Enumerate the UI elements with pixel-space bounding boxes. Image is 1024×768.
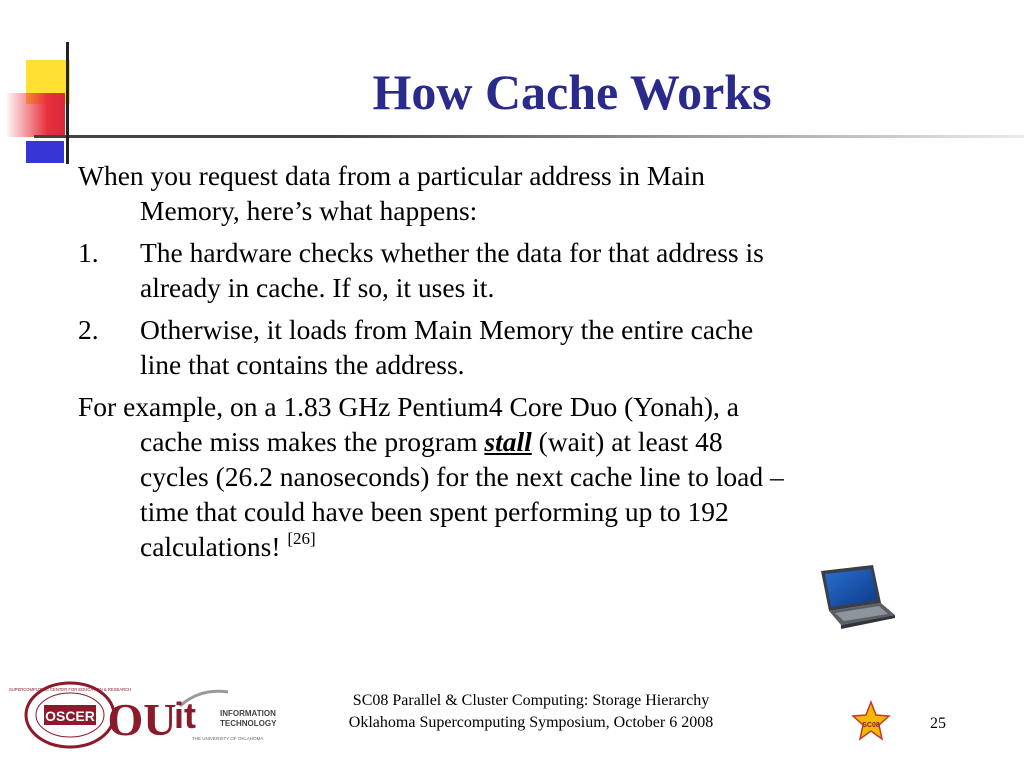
- stall-emphasis: stall: [484, 426, 532, 457]
- it-logo-line: INFORMATION: [220, 709, 276, 718]
- it-logo-line: THE UNIVERSITY OF OKLAHOMA: [192, 736, 264, 741]
- example-line: For example, on a 1.83 GHz Pentium4 Core Duo (Yonah), a: [78, 391, 739, 422]
- oscer-logo-text: OSCER: [45, 708, 95, 724]
- decor-title-rule: [34, 135, 334, 138]
- list-text-line: The hardware checks whether the data for that address is: [140, 237, 764, 268]
- example-line: (wait) at least 48: [531, 426, 723, 457]
- slide-title: How Cache Works: [372, 64, 772, 120]
- oscer-ring-text: SUPERCOMPUTING CENTER FOR EDUCATION & RESEARCH: [8, 687, 132, 692]
- ou-logo-text: OU: [107, 694, 177, 745]
- laptop-icon: [815, 563, 897, 631]
- intro-paragraph: [78, 158, 958, 228]
- sc08-star-text: SC08: [862, 722, 880, 729]
- footer-line-2: Oklahoma Supercomputing Symposium, October 6 2008: [348, 714, 714, 731]
- list-text: [140, 235, 958, 305]
- example-paragraph: [78, 389, 958, 564]
- reference-marker: [26]: [287, 529, 316, 548]
- decor-red-square: [7, 93, 65, 137]
- list-text: [140, 312, 958, 382]
- footer-line-1: SC08 Parallel & Cluster Computing: Storage Hierarchy: [352, 692, 710, 709]
- oscer-logo: [8, 681, 132, 749]
- decor-blue-square: [26, 141, 64, 163]
- list-item: [78, 312, 958, 382]
- list-number: 1.: [78, 237, 99, 268]
- decor-title-rule-fade: [334, 135, 1024, 138]
- example-line: cycles (26.2 nanoseconds) for the next cache line to load –: [140, 461, 784, 492]
- intro-line-2: Memory, here’s what happens:: [140, 195, 478, 226]
- it-logo-line: TECHNOLOGY: [220, 719, 277, 728]
- list-number: 2.: [78, 314, 99, 345]
- list-text-line: Otherwise, it loads from Main Memory the entire cache: [140, 314, 754, 345]
- example-line: cache miss makes the program: [140, 426, 485, 457]
- page-number: 25: [930, 715, 946, 732]
- sc08-star-logo: [852, 700, 890, 742]
- it-logo-text: it: [174, 695, 196, 736]
- decor-vertical-rule: [66, 42, 69, 164]
- slide-body: [78, 158, 958, 571]
- list-item: [78, 235, 958, 305]
- it-logo: [170, 686, 288, 744]
- example-line: calculations!: [140, 531, 288, 562]
- list-text-line: already in cache. If so, it uses it.: [140, 272, 495, 303]
- list-text-line: line that contains the address.: [140, 349, 465, 380]
- footer-text: [296, 690, 766, 734]
- ou-logo: [107, 683, 177, 747]
- intro-line-1: When you request data from a particular address in Main: [78, 160, 705, 191]
- example-line: time that could have been spent performing up to 192: [140, 496, 729, 527]
